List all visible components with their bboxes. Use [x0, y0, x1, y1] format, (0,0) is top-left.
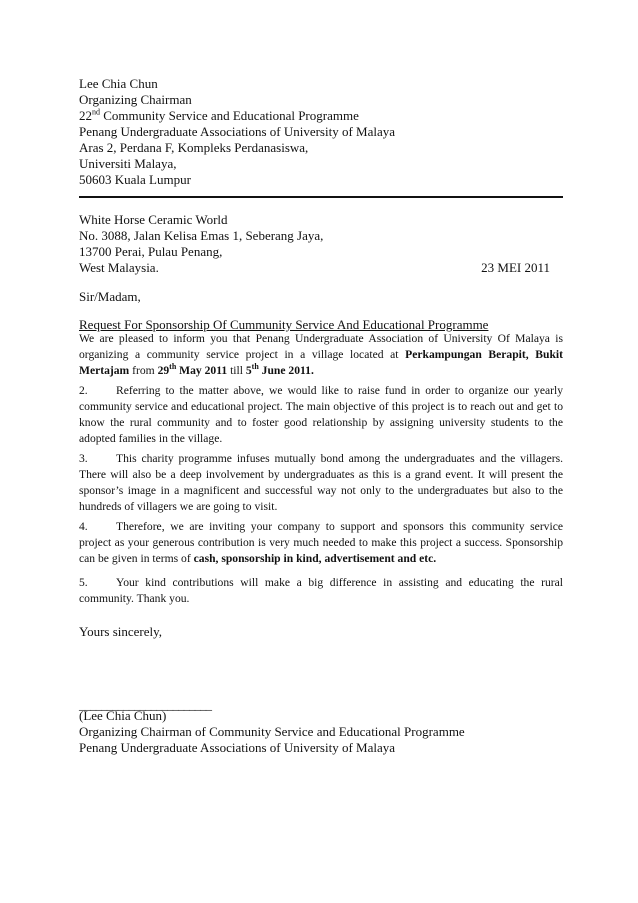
salutation: Sir/Madam, [79, 289, 141, 304]
sender-address-line-3: 50603 Kuala Lumpur [79, 172, 191, 187]
signature-line: ________________________ [79, 697, 211, 712]
paragraph-2-text: Referring to the matter above, we would like to raise fund in order to organize our yearly community service and educational project. The main objective of this project is to reach out and get to know the rural community and to foster good relationship by assigning university students to the adopted families in the village. [79, 384, 563, 445]
end-day: 5 [245, 364, 252, 377]
programme-suffix: nd [92, 107, 100, 117]
header-divider [79, 196, 563, 198]
recipient-address-line-2: 13700 Perai, Pulau Penang, [79, 244, 223, 259]
start-date [158, 364, 228, 377]
signature-name: (Lee Chia Chun) [79, 708, 167, 723]
paragraph-1-text: We are pleased to inform you that Penang Undergraduate Association of University Of Malaya is organizing a community service project in a village located at [79, 332, 563, 361]
start-day: 29 [157, 364, 170, 377]
sponsorship-types: cash, sponsorship in kind, advertisement and etc. [193, 552, 437, 565]
paragraph-1-till: till [227, 364, 246, 377]
sender-address-line-2: Universiti Malaya, [79, 156, 177, 171]
sender-name: Lee Chia Chun [79, 76, 158, 91]
programme-number: 22 [79, 108, 92, 123]
sender-address-block [79, 76, 395, 188]
recipient-address-line-3: West Malaysia. [79, 260, 159, 275]
end-day-suffix: th [251, 362, 259, 372]
paragraph-1-from: from [129, 364, 158, 377]
paragraph-3-number: 3. [79, 452, 88, 465]
signature-title-line-1: Organizing Chairman of Community Service and Educational Programme [79, 724, 465, 739]
recipient-date-row [79, 260, 563, 276]
paragraph-1 [79, 331, 563, 379]
recipient-address-line-1: No. 3088, Jalan Kelisa Emas 1, Seberang Jaya, [79, 228, 324, 243]
signature-title-line-2: Penang Undergraduate Associations of University of Malaya [79, 740, 396, 755]
paragraph-5 [79, 575, 563, 607]
paragraph-3-text: This charity programme infuses mutually bond among the undergraduates and the villagers. There will also be a deep involvement by undergraduates as this is a grand event. It will present the sponsor’s image in a magnificent and successful way not only to the undergraduates but also to the hundreds of villagers we are going to visit. [79, 452, 563, 513]
recipient-name: White Horse Ceramic World [79, 212, 228, 227]
programme-name: Community Service and Educational Programme [100, 108, 359, 123]
sender-programme [79, 108, 395, 124]
paragraph-5-text: Your kind contributions will make a big difference in assisting and educating the rural community. Thank you. [79, 576, 563, 605]
project-location: Perkampungan Berapit, Bukit Mertajam [79, 348, 563, 377]
paragraph-4-number: 4. [79, 520, 88, 533]
sender-address-line-1: Aras 2, Perdana F, Kompleks Perdanasiswa, [79, 140, 309, 155]
paragraph-5-number: 5. [79, 576, 88, 589]
paragraph-2 [79, 383, 563, 447]
closing: Yours sincerely, [79, 624, 163, 639]
subject-line: Request For Sponsorship Of Cummunity Service And Educational Programme [79, 317, 489, 332]
end-date [246, 364, 314, 377]
sender-association: Penang Undergraduate Associations of University of Malaya [79, 124, 396, 139]
start-day-suffix: th [169, 362, 177, 372]
sender-role: Organizing Chairman [79, 92, 192, 107]
end-month-year: June 2011. [258, 364, 314, 377]
paragraph-4 [79, 519, 563, 567]
signature-title-block [79, 724, 465, 756]
paragraph-3 [79, 451, 563, 515]
recipient-address-block [79, 212, 563, 276]
paragraph-4-text: Therefore, we are inviting your company to support and sponsors this community service project as your generous contribution is very much needed to make this project a success. Sponsorship can be given in terms of [79, 520, 563, 565]
paragraph-2-number: 2. [79, 384, 88, 397]
start-month-year: May 2011 [176, 364, 228, 377]
letter-date: 23 MEI 2011 [481, 260, 550, 275]
